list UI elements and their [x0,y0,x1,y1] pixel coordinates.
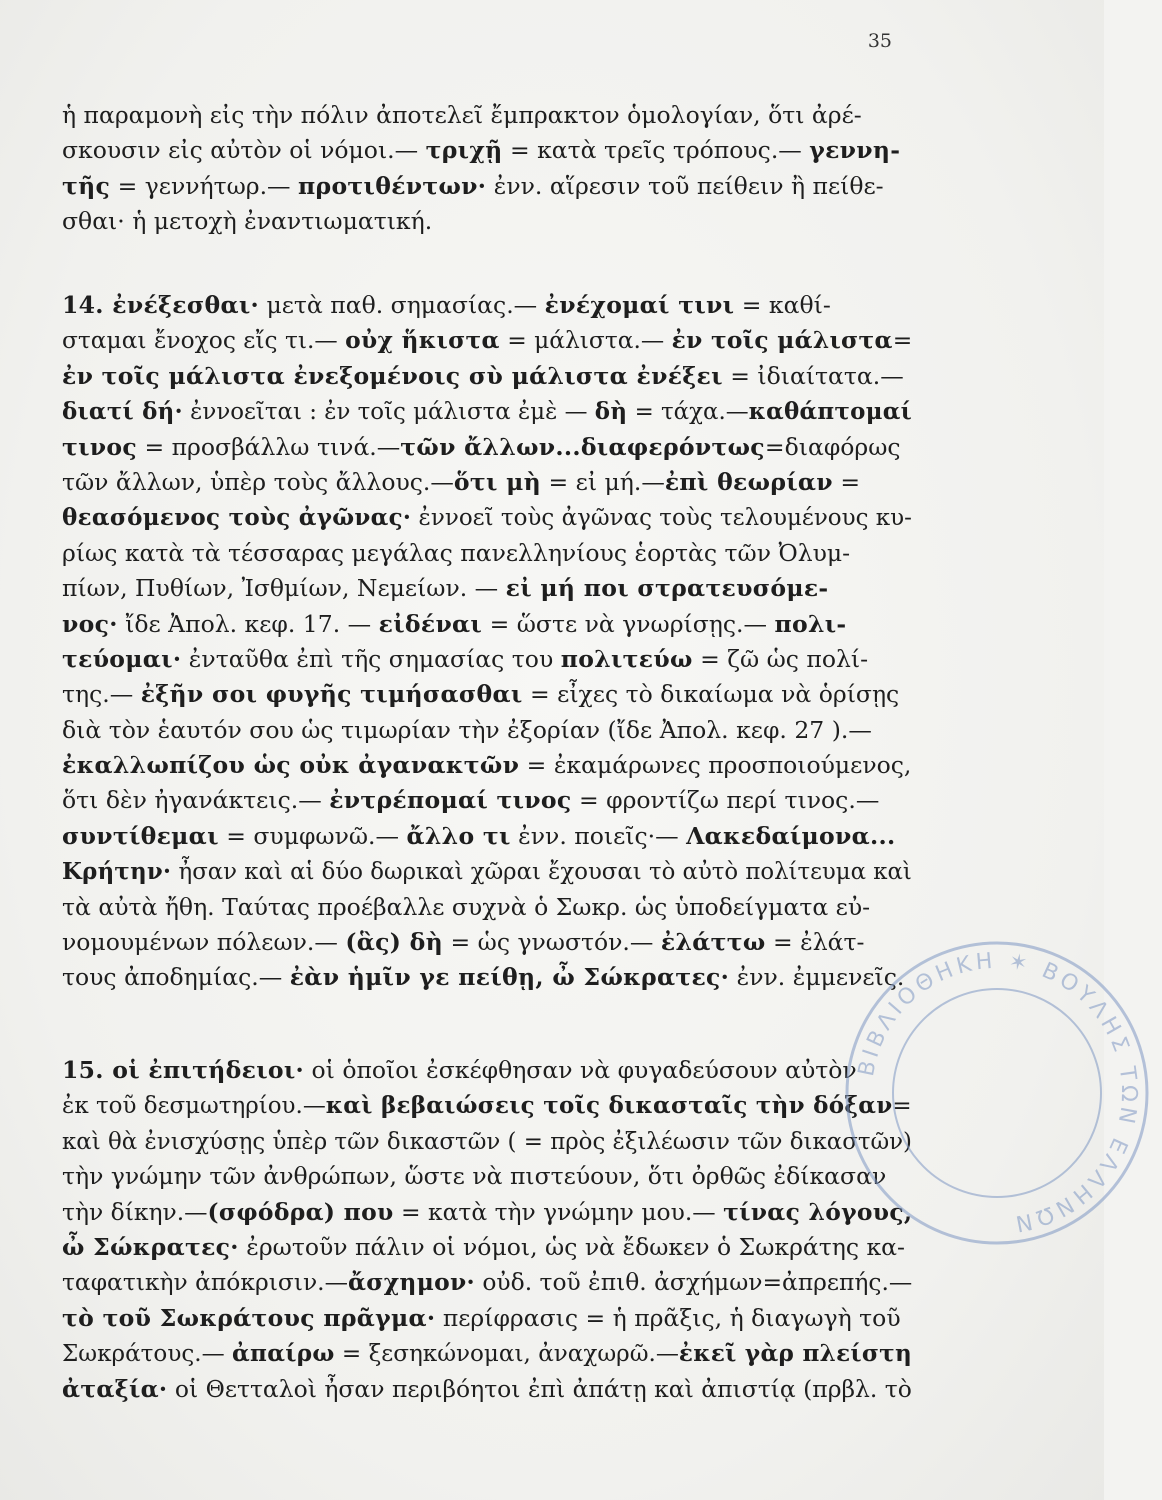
bold-lemma: (σφόδρα) που [207,1197,394,1226]
text-run: = φροντίζω περί τινος.— [571,786,880,815]
text-line [62,1159,912,1194]
text-run: της.— [62,680,141,709]
bold-lemma: τριχῇ [425,136,503,165]
bold-lemma: πολιτεύω [560,644,693,673]
bold-lemma: τὸ τοῦ Σωκράτους πρᾶγμα· [62,1303,436,1332]
bold-lemma: τινος [62,432,137,461]
text-line [62,677,912,712]
bold-lemma: 15. οἱ ἐπιτήδειοι· [62,1056,305,1084]
bold-lemma: (ἃς) δὴ [345,928,444,957]
bold-lemma: ὦ Σώκρατες· [62,1232,239,1261]
text-run: =διαφόρως [764,432,901,461]
text-run: διὰ τὸν ἑαυτόν σου ὡς τιμωρίαν τὴν ἐξορίαν (ἴδε Ἀπολ. κεφ. 27 ).— [62,715,872,744]
text-run: ἐννοεῖται : ἐν τοῖς μάλιστα ἐμὲ — [182,397,595,426]
text-line [62,925,912,960]
text-line [62,98,912,133]
text-line [62,169,912,204]
bold-lemma: ἐπὶ θεωρίαν [664,467,833,496]
text-line [62,323,912,358]
text-run: = ὥστε νὰ γνωρίσῃς.— [482,609,775,638]
text-run: ρίως κατὰ τὰ τέσσαρας μεγάλας πανελληνίους ἑορτὰς τῶν Ὀλυμ- [62,538,851,567]
bold-lemma: τεύομαι· [62,644,182,673]
text-run: ἐκ τοῦ δεσμωτηρίου.— [62,1091,326,1120]
text-run: περίφρασις = ἡ πρᾶξις, ἡ διαγωγὴ τοῦ [435,1303,901,1332]
text-run: ἐνταῦθα ἐπὶ τῆς σημασίας του [181,644,561,673]
text-run: οἱ Θετταλοὶ ἦσαν περιβόητοι ἐπὶ ἀπάτῃ καὶ ἀπιστίᾳ (πρβλ. τὸ [167,1374,912,1403]
text-run: = καθί- [734,291,831,319]
library-stamp [832,928,1162,1258]
bold-lemma: ἐν τοῖς μάλιστα [671,326,893,355]
text-run: ἡ παραμονὴ εἰς τὴν πόλιν ἀποτελεῖ ἔμπρακτον ὁμολογίαν, ὅτι ἀρέ- [62,101,862,129]
text-line [62,204,912,239]
text-run: ἦσαν καὶ αἱ δύο δωρικαὶ χῶραι ἔχουσαι τὸ αὐτὸ πολίτευμα καὶ [171,857,912,886]
paragraph-14 [62,288,912,996]
text-line [62,960,912,995]
bold-lemma: ἐκεῖ γὰρ πλείστη [678,1339,913,1368]
text-run: ἐνν. αἵρεσιν τοῦ πείθειν ἢ πείθε- [486,171,884,200]
bold-lemma: ἄσχημον· [347,1268,475,1297]
text-run: νομουμένων πόλεων.— [62,928,346,957]
bold-lemma: δὴ [594,397,628,426]
page-number: 35 [867,30,892,52]
text-run: τὰ αὐτὰ ἤθη. Ταύτας προέβαλλε συχνὰ ὁ Σωκρ. ὡς ὑποδείγματα εὐ- [62,892,871,921]
bold-lemma: 14. ἐνέξεσθαι· [62,291,259,319]
text-run: ἴδε Ἀπολ. κεφ. 17. — [117,609,379,638]
bold-lemma: νος· [62,609,118,638]
text-run: = [892,326,913,355]
bold-lemma: συντίθεμαι [62,821,219,850]
stamp-text: ΒΙΒΛΙΟΘΗΚΗ ✶ ΒΟΥΛΗΣ ΤΩΝ ΕΛΛΗΝΩΝ [854,948,1142,1237]
bold-lemma: οὐχ ἥκιστα [345,326,500,355]
text-run: = [832,467,861,496]
text-line [62,359,912,394]
text-run: οὐδ. τοῦ ἐπιθ. ἀσχήμων=ἀπρεπής.— [474,1268,913,1297]
text-run: = εἰ μή.— [541,467,665,496]
paragraph-15 [62,1053,912,1407]
text-run: ἐρωτοῦν πάλιν οἱ νόμοι, ὡς νὰ ἔδωκεν ὁ Σωκράτης κα- [238,1232,905,1261]
bold-lemma: Λακεδαίμονα... [686,821,896,850]
text-run: = προσβάλλω τινά.— [136,432,401,461]
bold-lemma: τίνας λόγους, [723,1197,913,1226]
bold-lemma: ἐνέχομαί τινι [544,291,735,319]
bold-lemma: Κρήτην· [62,857,172,886]
bold-lemma: εἰ μή ποι στρατευσόμε- [505,574,829,603]
text-run: ἐνν. ἐμμενεῖς. [729,963,905,992]
text-line [62,854,912,889]
text-run: ἐνν. ποιεῖς·— [510,821,687,850]
text-run: ἐννοεῖ τοὺς ἀγῶνας τοὺς τελουμένους κυ- [411,503,912,532]
text-line [62,819,912,854]
text-line [62,1230,912,1265]
text-line [62,133,912,168]
text-run: = ἐλάτ- [765,928,865,957]
text-run: μετὰ παθ. σημασίας.— [259,291,545,319]
bold-lemma: ἐλάττω [660,928,766,957]
bold-lemma: διατί δή· [62,397,183,426]
text-line [62,288,912,323]
text-line [62,394,912,429]
text-line [62,890,912,925]
text-run: σθαι· ἡ μετοχὴ ἐναντιωματική. [62,207,433,236]
text-line [62,783,912,818]
text-run: = ὡς γνωστόν.— [443,928,661,957]
text-run: τῶν ἄλλων, ὑπὲρ τοὺς ἄλλους.— [62,467,454,496]
text-run: = ξεσηκώνομαι, ἀναχωρῶ.— [334,1339,679,1368]
text-line [62,1124,912,1159]
text-line [62,748,912,783]
bold-lemma: ἐκαλλωπίζου ὡς οὐκ ἀγανακτῶν [62,751,520,780]
text-run: ὅτι δὲν ἠγανάκτεις.— [62,786,330,815]
text-run: σταμαι ἔνοχος εἴς τι.— [62,326,346,355]
text-line [62,1372,912,1407]
bold-lemma: ἐὰν ἡμῖν γε πείθῃ, ὦ Σώκρατες· [289,963,730,992]
bold-lemma: καὶ βεβαιώσεις τοῖς δικασταῖς τὴν δόξαν [325,1091,893,1120]
text-line [62,430,912,465]
text-line [62,465,912,500]
paragraph-13 [62,98,912,240]
text-line [62,536,912,571]
text-run: = κατὰ τρεῖς τρόπους.— [502,136,810,165]
text-run: τὴν γνώμην τῶν ἀνθρώπων, ὥστε νὰ πιστεύουν, ὅτι ὀρθῶς ἐδίκασαν [62,1162,887,1191]
text-run: καὶ θὰ ἐνισχύσῃς ὑπὲρ τῶν δικαστῶν ( = πρὸς ἐξιλέωσιν τῶν δικαστῶν) [62,1126,912,1155]
text-run: τὴν δίκην.— [62,1197,208,1226]
text-line [62,1265,912,1300]
text-run: οἱ ὁποῖοι ἐσκέφθησαν νὰ φυγαδεύσουν αὐτὸν [304,1056,857,1084]
text-line [62,571,912,606]
bold-lemma: ἐν τοῖς μάλιστα ἐνεξομένοις σὺ μάλιστα ἐνέξει [62,361,723,390]
bold-lemma: ὅτι μὴ [453,467,542,496]
bold-lemma: πολι- [774,609,847,638]
bold-lemma: ἀταξία· [62,1374,168,1403]
bold-lemma: τῆς [62,171,111,200]
text-run: = [892,1091,912,1120]
text-run: πίων, Πυθίων, Ἰσθμίων, Νεμείων. — [62,574,506,603]
bold-lemma: εἰδέναι [378,609,483,638]
text-line [62,642,912,677]
text-line [62,1301,912,1336]
text-run: = κατὰ τὴν γνώμην μου.— [393,1197,724,1226]
text-line [62,713,912,748]
text-line [62,607,912,642]
bold-lemma: γεννη- [809,136,901,165]
text-line [62,1336,912,1371]
text-run: = τάχα.— [627,397,749,426]
bold-lemma: καθάπτομαί [748,397,913,426]
bold-lemma: προτιθέντων· [298,171,487,200]
bold-lemma: ἄλλο τι [406,821,511,850]
bold-lemma: ἐξῆν σοι φυγῆς τιμήσασθαι [140,680,523,709]
text-run: ταφατικὴν ἀπόκρισιν.— [62,1268,348,1297]
bold-lemma: τῶν ἄλλων...διαφερόντως [400,432,765,461]
text-run: = μάλιστα.— [499,326,672,355]
text-run: Σωκράτους.— [62,1339,232,1368]
text-run: = ἰδιαίτατα.— [722,361,904,390]
text-run: = συμφωνῶ.— [218,821,407,850]
text-run: = εἶχες τὸ δικαίωμα νὰ ὁρίσῃς [522,680,900,709]
text-line [62,1053,912,1088]
text-run: = ἐκαμάρωνες προσποιούμενος, [519,751,912,780]
text-run: = ζῶ ὡς πολί- [692,644,869,673]
text-line [62,500,912,535]
text-line [62,1088,912,1123]
text-run: τους ἀποδημίας.— [62,963,290,992]
text-run: σκουσιν εἰς αὐτὸν οἱ νόμοι.— [62,136,426,165]
bold-lemma: θεασόμενος τοὺς ἀγῶνας· [62,503,412,532]
bold-lemma: ἀπαίρω [231,1339,335,1368]
text-line [62,1195,912,1230]
text-run: = γεννήτωρ.— [110,171,299,200]
bold-lemma: ἐντρέπομαί τινος [329,786,572,815]
